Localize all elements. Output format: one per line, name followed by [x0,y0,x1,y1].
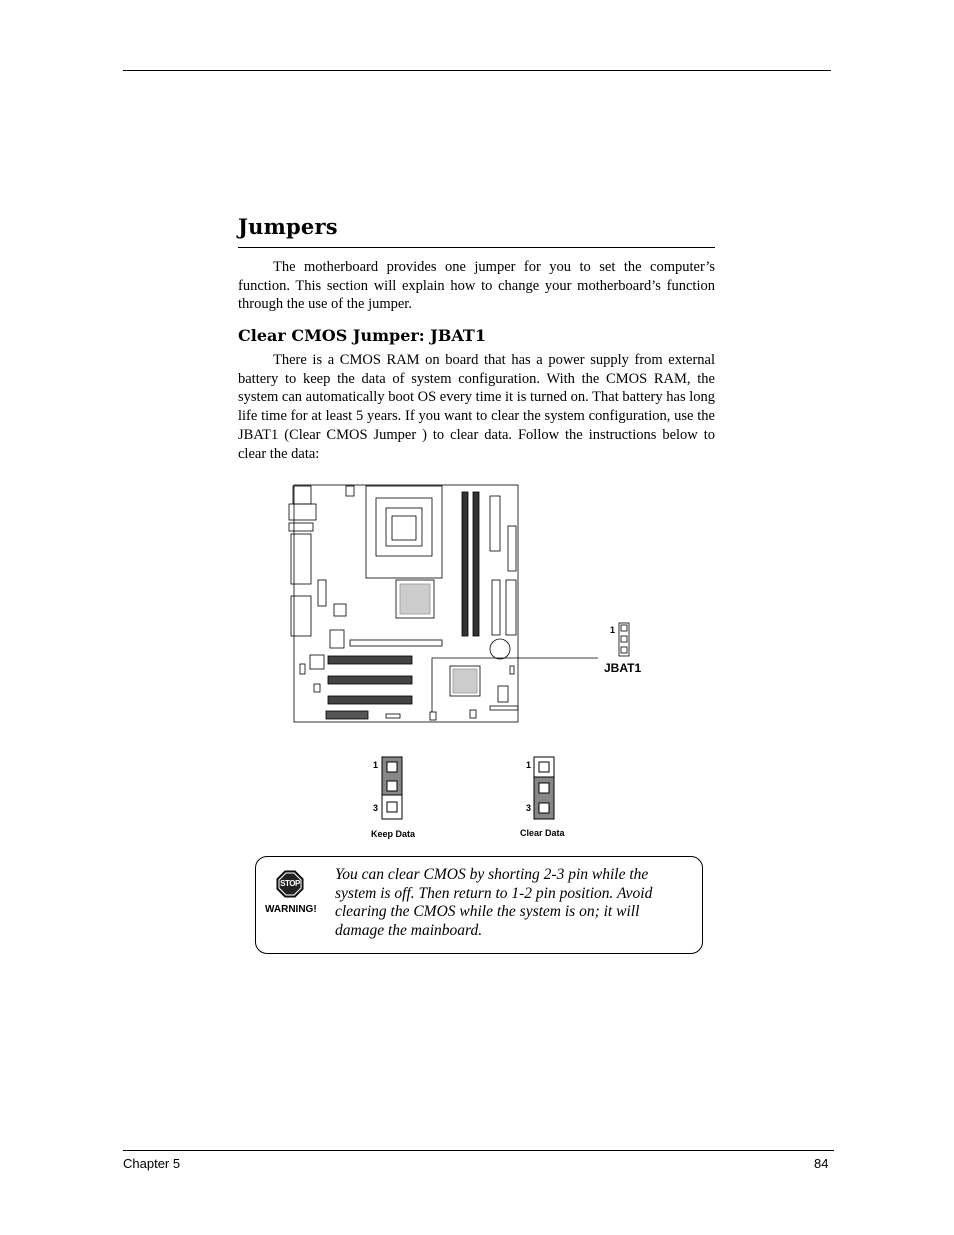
clear-data-jumper [530,754,560,824]
section-heading: Jumpers [238,214,338,239]
clear-data-pin3-number: 3 [526,803,532,813]
keep-data-pin3-number: 3 [373,803,379,813]
intro-paragraph: The motherboard provides one jumper for you to set the computer’s function. This section will explain how to change your motherboard’s function through the use of the jumper. [238,259,715,313]
warning-text: You can clear CMOS by shorting 2-3 pin while the system is off. Then return to 1-2 pin position. Avoid clearing the CMOS while the system is on; it will damage the mainboard. [335,866,653,940]
subsection-heading: Clear CMOS Jumper: JBAT1 [238,326,486,345]
footer-chapter: Chapter 5 [123,1156,181,1171]
heading-underline [238,247,715,248]
clear-data-label: Clear Data [520,828,565,838]
keep-data-jumper [378,754,408,824]
keep-data-label: Keep Data [371,829,416,839]
clear-data-pin1-number: 1 [526,760,532,770]
jbat1-label: JBAT1 [604,661,642,675]
page-number: 84 [814,1156,829,1171]
footer-rule [123,1150,834,1151]
motherboard-diagram [280,480,660,730]
header-rule [123,70,831,71]
body-paragraph: There is a CMOS RAM on board that has a power supply from external battery to keep the data of system configuration. With the CMOS RAM, the system can automatically boot OS every time it is turned on. That battery has long life time for at least 5 years. If you want to clear the system configuration, use the JBAT1 (Clear CMOS Jumper ) to clear data. Follow the instructions below to clear the data: [238,352,715,462]
jbat1-pin1-number: 1 [610,625,616,635]
stop-sign-text: STOP [280,879,300,888]
keep-data-pin1-number: 1 [373,760,379,770]
warning-label: WARNING! [265,904,317,915]
